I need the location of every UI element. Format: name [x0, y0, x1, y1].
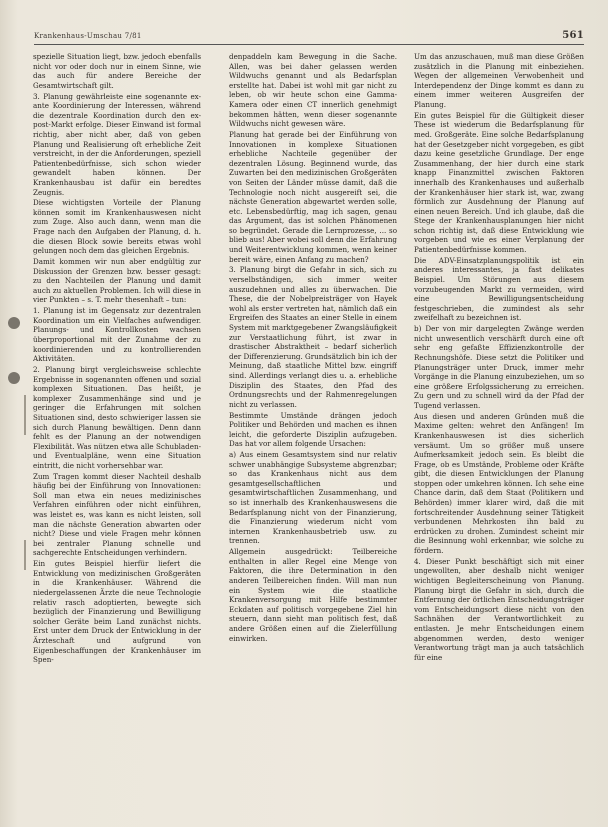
paragraph: b) Der von mir dargelegten Zwänge werden nicht unwesentlich verschärft durch eine oft sehr eng gefaßte Effizienzkontrolle der Rechnungshöfe. Diese setzt die Politiker und Planungsträger unter Druck, immer mehr Vorgänge in die Planung einzubeziehen, um so eine größere Erfolgssicherung zu erreichen. Zu gern und zu schnell wird da der Pfad der Tugend verlassen. — [414, 324, 584, 410]
text-column-2 — [229, 52, 397, 822]
header-rule — [34, 44, 584, 45]
paragraph: spezielle Situation liegt, bzw. jedoch ebenfalls nicht vor oder doch nur in einem Sinne, wie das auch für andere Bereiche der Gesamtwirtschaft gilt. — [33, 52, 201, 90]
running-header — [34, 30, 584, 44]
paragraph: 1. Planung ist im Gegensatz zur dezentralen Koordination um ein Vielfaches aufwendiger. Planungs- und Kontrollkosten wachsen überproportional mit der Zunahme der zu koordinierenden und zu kontrollierenden Aktivitäten. — [33, 306, 201, 364]
binder-hole-icon — [8, 372, 20, 384]
margin-mark — [24, 395, 26, 435]
paragraph: 3. Planung birgt die Gefahr in sich, sich zu verselbständigen, sich immer weiter auszudehnen und alles zu überwachen. Die These, die der Nobelpreisträger von Hayek wohl als erster vertreten hat, nämlich daß ein Ergreifen des Staates an einer Stelle in einem System mit marktgegebener Zwangsläufigkeit zur Verstaatlichung führt, ist zwar in drastischer Abstraktheit – bedarf sicherlich der Differenzierung. Grundsätzlich bin ich der Meinung, daß staatliche Mittel bzw. eingriff sind. Allerdings verlangt dies u. a. erhebliche Disziplin des Staates, den Pfad des Ordnungsrechts und der Rahmenregelungen nicht zu verlassen. — [229, 265, 397, 409]
paragraph: denpaddeln kam Bewegung in die Sache. Allen, was bei daher gelassen werden Wildwuchs genannt und als Bedarfsplan erstellte hat. Dabei ist wohl mit gar nicht zu leben, ob wir heute schon eine Gamma-Kamera oder einen CT innerlich genehmigt bekommen hätten, wenn dieser sogenannte Wildwuchs nicht gewesen wäre. — [229, 52, 397, 129]
paragraph: Die ADV-Einsatzplanungspolitik ist ein anderes interessantes, ja fast delikates Beispiel. Um Störungen aus diesem vorzubeugenden Markt zu vermeiden, wird eine Bewilligungsentscheidung festgeschrieben, die zumindest als sehr zweifelhaft zu bezeichnen ist. — [414, 255, 584, 323]
paragraph: a) Aus einem Gesamtsystem sind nur relativ schwer unabhängige Subsysteme abgrenzbar; so das Krankenhaus nicht aus dem gesamtgesellschaftlichen und gesamtwirtschaftlichen Zusammenhang, und so ist innerhalb des Krankenhauswesens die Bedarfsplanung nicht von der Finanzierung, die Finanzierung wiederum nicht vom internen Krankenhausbetrieb usw. zu trennen. — [229, 450, 397, 546]
paragraph: Bestimmte Umstände drängen jedoch Politiker und Behörden und machen es ihnen leicht, die geforderte Disziplin aufzugeben. Das hat vor allem folgende Ursachen: — [229, 410, 397, 449]
paragraph: Planung hat gerade bei der Einführung von Innovationen in komplexe Situationen erhebliche Nachteile gegenüber der dezentralen Lösung. Beginnend wurde, das Zuwarten bei den medizinischen Großgeräten von Seiten der Länder müsse damit, daß die Technologie noch nicht ausgereift sei, die nächste Generation abgewartet werden solle, etc. Lebensbedürftig, mag ich sagen, genau das Argument, das ist solchen Phänomenen so begründet. Gerade die Lernprozesse, ... so blieb aus! Aber wobei soll denn die Erfahrung und Weiterentwicklung kommen, wenn keiner bereit wäre, einen Anfang zu machen? — [229, 129, 397, 264]
paragraph: 3. Planung gewährleiste eine sogenannte ex-ante Koordinierung der Interessen, während die dezentrale Koordination durch den ex-post-Markt erfolge. Dieser Einwand ist formal richtig, aber nicht aber, daß von geben Planung und Realisierung oft erhebliche Zeit verstreicht, in der die Anforderungen, speziell Patientenbedürfnisse, sich schon wieder gewandelt haben können. Der Krankenhausbau ist dafür ein beredtes Zeugnis. — [33, 91, 201, 197]
paragraph: Aus diesen und anderen Gründen muß die Maxime gelten: wehret den Anfängen! Im Krankenhauswesen ist dies sicherlich versäumt. Um so größer muß unsere Aufmerksamkeit jedoch sein. Es bleibt die Frage, ob es Umstände, Probleme oder Kräfte gibt, die diesen Entwicklungen der Planung stoppen oder umkehren können. Ich sehe eine Chance darin, daß dem Staat (Politikern und Behörden) immer klarer wird, daß die mit fortschreitender Ausdehnung seiner Tätigkeit verbundenen Mehrkosten ihn bald zu erdrücken zu drohen. Zumindest scheint mir die Besinnung wohl erkennbar, wie solche zu fördern. — [414, 411, 584, 556]
running-title: Krankenhaus-Umschau 7/81 — [34, 32, 142, 40]
paragraph: Zum Tragen kommt dieser Nachteil deshalb häufig bei der Einführung von Innovationen: Soll man etwa ein neues medizinisches Verfahren einführen oder nicht einführen, was leistet es, was kann es nicht leisten, soll man die nächste Generation abwarten oder nicht? Diese und viele Fragen mehr können bei zentraler Planung schnelle und sachgerechte Entscheidungen verhindern. — [33, 471, 201, 558]
paragraph: Ein gutes Beispiel hierfür liefert die Entwicklung von medizinischen Großgeräten in die Krankenhäuser. Während die niedergelassenen Ärzte die neue Technologie relativ rasch adoptierten, bewegte sich bezüglich der Finanzierung und Bewilligung solcher Geräte beim Land zunächst nichts. Erst unter dem Druck der Entwicklung in der Ärzteschaft und aufgrund von Eigenbeschaffungen der Krankenhäuser im Spen- — [33, 559, 201, 665]
binder-hole-icon — [8, 317, 20, 329]
paragraph: Diese wichtigsten Vorteile der Planung können somit im Krankenhauswesen nicht zum Zuge. Also auch dann, wenn man die Frage nach den Aufgaben der Planung, d. h. die diesen Block sowie bereits etwas wohl gelungen noch dem das gleichen Ergebnis. — [33, 198, 201, 256]
paragraph: Allgemein ausgedrückt: Teilbereiche enthalten in aller Regel eine Menge von Faktoren, die ihre Determination in den anderen Teilbereichen finden. Will man nun ein System wie die staatliche Krankenversorgung mit Hilfe bestimmter Eckdaten auf politisch vorgegebene Ziel hin steuern, dann sieht man politisch fest, daß andere Größen einen auf die Zielerfüllung einwirken. — [229, 547, 397, 643]
paragraph: 2. Planung birgt vergleichsweise schlechte Ergebnisse in sogenannten offenen und sozial komplexen Situationen. Das heißt, je komplexer Zusammenhänge sind und je geringer die Erfahrungen mit solchen Situationen sind, desto schwieriger lassen sie sich durch Planung bewältigen. Denn dann fehlt es der Planung an der notwendigen Flexibilität. Was nützen etwa alle Schubladen- und Eventualpläne, wenn eine Situation eintritt, die nicht vorhersehbar war. — [33, 364, 201, 470]
text-column-3 — [414, 52, 584, 822]
page-number: 561 — [562, 30, 584, 41]
paragraph: Damit kommen wir nun aber endgültig zur Diskussion der Grenzen bzw. besser gesagt: zu den Nachteilen der Planung und damit auch zu aktuellen Problemen. Ich will diese in vier Punkten – s. T. mehr thesenhaft – tun: — [33, 257, 201, 305]
paragraph: Um das anzuschauen, muß man diese Größen zusätzlich in die Planung mit einbeziehen. Wegen der allgemeinen Verwobenheit und Interdependenz der Dinge kommt es dann zu einem immer weiteren Ausgreifen der Planung. — [414, 52, 584, 109]
paragraph: Ein gutes Beispiel für die Gültigkeit dieser These ist wiederum die Bedarfsplanung für med. Großgeräte. Eine solche Bedarfsplanung hat der Gesetzgeber nicht vorgegeben, es gibt dazu keine gesetzliche Grundlage. Der enge Zusammenhang, der hier durch eine stark knapp Finanzmittel zwischen Faktoren innerhalb des Krankenhauses und außerhalb der Krankenhäuser hier stark ist, war, zwang förmlich zur Ausdehnung der Planung auf einen neuen Bereich. Und ich glaube, daß die Stege der Krankenhausplanungen hier nicht schon richtig ist, daß diese Entwicklung wie vorgeben und wie es einer Verplanung der Patientenbedürfnisse kommen. — [414, 110, 584, 255]
paragraph: 4. Dieser Punkt beschäftigt sich mit einer ungewollten, aber deshalb nicht weniger wichtigen Begleiterscheinung von Planung. Planung birgt die Gefahr in sich, durch die Entfernung der örtlichen Entscheidungsträger vom Entscheidungsort diese nicht von den Sachnähen der Verantwortlichkeit zu entlasten. Je mehr Entscheidungen einem abgenommen werden, desto weniger Verantwortung trägt man ja auch tatsächlich für eine — [414, 556, 584, 662]
margin-mark — [24, 540, 26, 570]
text-column-1 — [33, 52, 201, 822]
